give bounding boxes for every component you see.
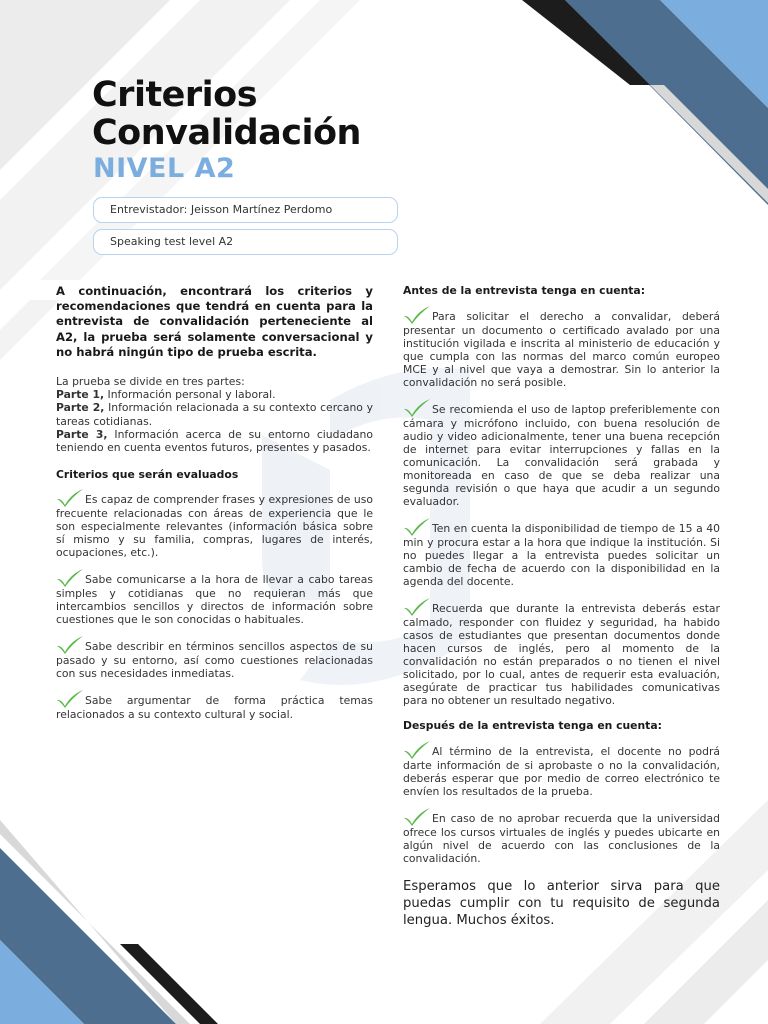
check-icon <box>56 690 84 708</box>
before-item-3 <box>403 518 720 588</box>
before-item-1-text: Para solicitar el derecho a convalidar, deberá presentar un documento o certificado avalado por una institución vigilada e inscrita al ministerio de educación y que cumpla con las normas del marco común europeo MCE y al nivel que vaya a demostrar. Sin lo anterior la convalidación no será posible. <box>403 310 720 389</box>
criteria-item-4-text: Sabe argumentar de forma práctica temas relacionados a su contexto cultural y social. <box>56 694 373 722</box>
criteria-heading: Criterios que serán evaluados <box>56 468 239 482</box>
part-2 <box>56 401 373 427</box>
part-1-text: Información personal y laboral. <box>104 388 276 402</box>
part-3 <box>56 428 373 454</box>
before-item-4-text: Recuerda que durante la entrevista deberás estar calmado, responder con fluidez y seguridad, ha habido casos de estudiantes que presentan documentos donde hacen cursos de inglés, pero al momento de la convalidación no están preparados o no tienen el nivel solicitado, por lo cual, antes de requerir esta evaluación, asegúrate de practicar tus habilidades comunicativas para no obtener un resultado negativo. <box>403 602 720 707</box>
after-item-2-text: En caso de no aprobar recuerda que la universidad ofrece los cursos virtuales de inglés y puedes ubicarte en algún nivel de acuerdo con las conclusiones de la convalidación. <box>403 812 720 865</box>
check-icon <box>403 306 431 324</box>
criteria-item-1-text: Es capaz de comprender frases y expresiones de uso frecuente relacionadas con áreas de experiencia que le son especialmente relevantes (información básica sobre sí mismo y su familia, compras, lugares de interés, ocupaciones, etc.). <box>56 493 373 560</box>
page-title <box>92 76 361 152</box>
check-icon <box>403 399 431 417</box>
check-icon <box>403 808 431 826</box>
part-1-label: Parte 1, <box>56 388 105 402</box>
closing-paragraph: Esperamos que lo anterior sirva para que puedas cumplir con tu requisito de segunda lengua. Muchos éxitos. <box>403 879 720 928</box>
part-2-text: Información relacionada a su contexto cercano y tareas cotidianas. <box>56 401 374 428</box>
after-heading: Después de la entrevista tenga en cuenta: <box>403 719 662 732</box>
before-item-2 <box>403 399 720 508</box>
part-3-text: Información acerca de su entorno ciudadano teniendo en cuenta eventos futuros, presentes y pasados. <box>56 427 373 455</box>
title-line-2: Convalidación <box>92 113 361 153</box>
grey-band-4 <box>0 300 60 360</box>
after-item-2 <box>403 808 720 865</box>
parts-intro: La prueba se divide en tres partes: <box>56 375 245 389</box>
before-item-1 <box>403 306 720 389</box>
test-box: Speaking test level A2 <box>93 229 398 255</box>
left-column <box>56 284 373 721</box>
criteria-item-4 <box>56 690 373 721</box>
check-icon <box>56 569 84 587</box>
criteria-item-2-text: Sabe comunicarse a la hora de llevar a cabo tareas simples y cotidianas que no requieran más que intercambios sencillos y directos de información sobre cuestiones que le son conocidas o habituales. <box>56 573 373 627</box>
after-item-1 <box>403 741 720 798</box>
criteria-item-3-text: Sabe describir en términos sencillos aspectos de su pasado y su entorno, así como cuestiones relacionadas con sus necesidades inmediatas. <box>56 640 373 681</box>
before-item-3-text: Ten en cuenta la disponibilidad de tiempo de 15 a 40 min y procura estar a la hora que indique la institución. Si no puedes llegar a la entrevista puedes solicitar un cambio de fecha de acuerdo con la disponibilidad en la agenda del docente. <box>403 522 720 588</box>
criteria-item-2 <box>56 569 373 626</box>
interviewer-box: Entrevistador: Jeisson Martínez Perdomo <box>93 197 398 223</box>
criteria-item-1 <box>56 489 373 559</box>
part-2-label: Parte 2, <box>56 401 105 415</box>
right-column <box>403 284 720 929</box>
before-item-2-text: Se recomienda el uso de laptop preferiblemente con cámara y micrófono incluido, con buena resolución de audio y video adicionalmente, tener una buena recepción de internet para evitar interrupciones y fallas en la comunicación. La convalidación será grabada y monitoreada en caso de que se deba realizar una segunda revisión o que haya que acudir a un segundo evaluador. <box>403 403 720 508</box>
title-line-1: Criterios <box>92 75 258 115</box>
check-icon <box>403 598 431 616</box>
part-1 <box>56 388 373 401</box>
part-3-label: Parte 3, <box>56 427 108 441</box>
check-icon <box>56 636 84 654</box>
check-icon <box>56 489 84 507</box>
check-icon <box>403 518 431 536</box>
before-item-4 <box>403 598 720 707</box>
criteria-item-3 <box>56 636 373 680</box>
check-icon <box>403 741 431 759</box>
after-item-1-text: Al término de la entrevista, el docente no podrá darte información de si aprobaste o no la convalidación, deberás esperar que por medio de correo electrónico te envíen los resultados de la prueba. <box>403 745 720 798</box>
intro-paragraph: A continuación, encontrará los criterios y recomendaciones que tendrá en cuenta para la entrevista de convalidación perteneciente al A2, la prueba será solamente conversacional y no habrá ningún tipo de prueba escrita. <box>56 284 373 359</box>
before-heading: Antes de la entrevista tenga en cuenta: <box>403 284 646 297</box>
level-subtitle: NIVEL A2 <box>93 153 236 184</box>
